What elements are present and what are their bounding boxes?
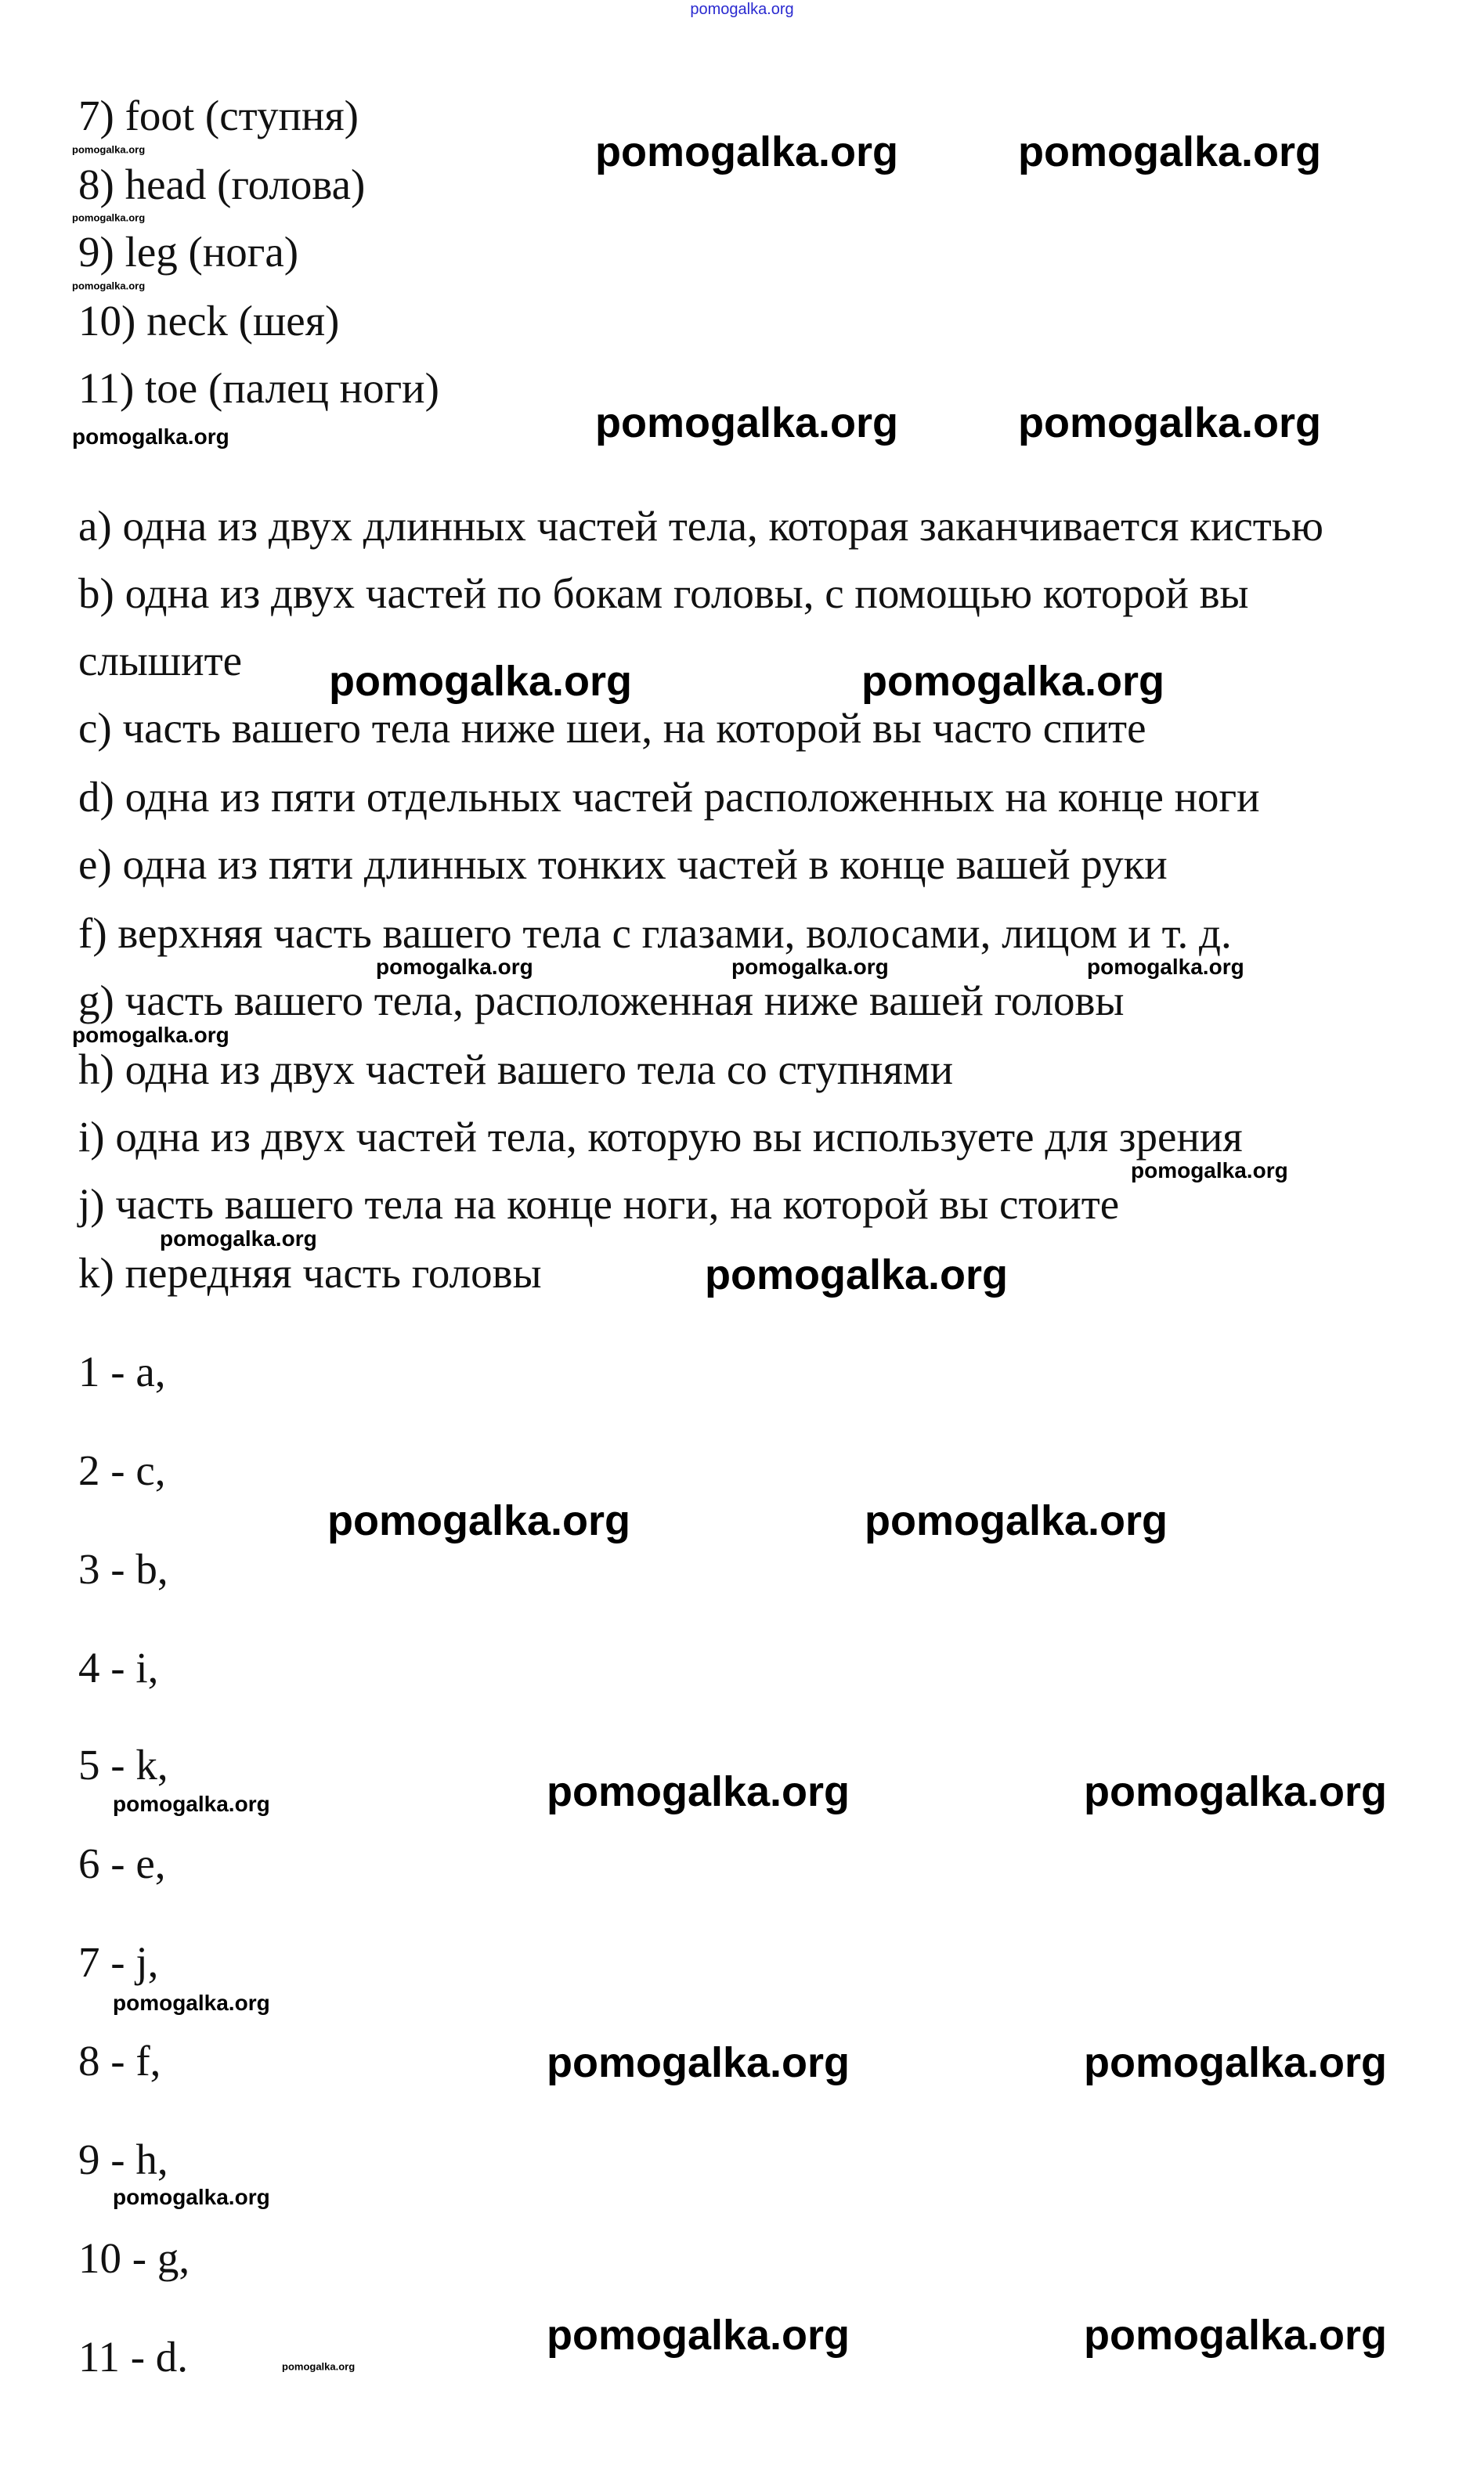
watermark: pomogalka.org xyxy=(595,399,899,446)
answer-item: 3 - b, xyxy=(78,1544,168,1593)
watermark: pomogalka.org xyxy=(595,128,899,175)
watermark: pomogalka.org xyxy=(1131,1158,1288,1182)
answer-item: 4 - i, xyxy=(78,1643,159,1692)
watermark: pomogalka.org xyxy=(1018,399,1322,446)
definition-item: f) верхняя часть вашего тела с глазами, волосами, лицом и т. д. xyxy=(78,908,1232,957)
definition-item: j) часть вашего тела на конце ноги, на которой вы стоите xyxy=(78,1179,1120,1228)
definition-item: слышите xyxy=(78,636,243,684)
watermark: pomogalka.org xyxy=(1018,128,1322,175)
watermark: pomogalka.org xyxy=(329,658,633,705)
word-item: 8) head (голова) xyxy=(78,160,366,208)
definition-item: b) одна из двух частей по бокам головы, с помощью которой вы xyxy=(78,569,1249,617)
watermark: pomogalka.org xyxy=(327,1497,631,1544)
answer-item: 1 - a, xyxy=(78,1347,166,1395)
definition-item: e) одна из пяти длинных тонких частей в конце вашей руки xyxy=(78,839,1168,888)
answer-item: 10 - g, xyxy=(78,2233,190,2282)
answer-item: 2 - c, xyxy=(78,1446,166,1494)
watermark: pomogalka.org xyxy=(72,280,146,292)
watermark: pomogalka.org xyxy=(72,211,146,224)
watermark: pomogalka.org xyxy=(113,2185,270,2209)
watermark: pomogalka.org xyxy=(72,1023,229,1047)
watermark: pomogalka.org xyxy=(547,2312,850,2359)
definition-item: g) часть вашего тела, расположенная ниже вашей головы xyxy=(78,976,1125,1024)
answer-item: 11 - d. xyxy=(78,2332,189,2381)
watermark: pomogalka.org xyxy=(160,1226,317,1251)
answer-item: 7 - j, xyxy=(78,1937,159,1986)
watermark: pomogalka.org xyxy=(72,424,229,449)
definition-item: k) передняя часть головы xyxy=(78,1248,542,1297)
definition-item: h) одна из двух частей вашего тела со ступнями xyxy=(78,1045,954,1093)
watermark: pomogalka.org xyxy=(547,1768,850,1815)
watermark: pomogalka.org xyxy=(1084,2312,1388,2359)
word-item: 9) leg (нога) xyxy=(78,227,299,276)
watermark: pomogalka.org xyxy=(376,955,533,979)
answer-item: 5 - k, xyxy=(78,1740,168,1789)
watermark: pomogalka.org xyxy=(1084,1768,1388,1815)
watermark: pomogalka.org xyxy=(113,1991,270,2015)
watermark: pomogalka.org xyxy=(861,658,1165,705)
answer-item: 8 - f, xyxy=(78,2036,161,2085)
watermark: pomogalka.org xyxy=(865,1497,1168,1544)
answer-item: 6 - e, xyxy=(78,1839,166,1887)
watermark: pomogalka.org xyxy=(282,2360,356,2373)
answer-item: 9 - h, xyxy=(78,2135,168,2183)
watermark: pomogalka.org xyxy=(1087,955,1244,979)
watermark: pomogalka.org xyxy=(705,1251,1009,1298)
watermark: pomogalka.org xyxy=(113,1792,270,1816)
word-item: 11) toe (палец ноги) xyxy=(78,363,439,412)
definition-item: d) одна из пяти отдельных частей расположенных на конце ноги xyxy=(78,772,1260,821)
watermark: pomogalka.org xyxy=(1084,2039,1388,2086)
word-item: 10) neck (шея) xyxy=(78,296,340,345)
watermark: pomogalka.org xyxy=(731,955,889,979)
watermark: pomogalka.org xyxy=(547,2039,850,2086)
definition-item: c) часть вашего тела ниже шеи, на которой вы часто спите xyxy=(78,703,1146,752)
definition-item: i) одна из двух частей тела, которую вы используете для зрения xyxy=(78,1112,1243,1161)
definition-item: a) одна из двух длинных частей тела, которая заканчивается кистью xyxy=(78,501,1324,550)
word-item: 7) foot (ступня) xyxy=(78,91,359,139)
header-watermark-link[interactable]: pomogalka.org xyxy=(690,1,794,18)
watermark: pomogalka.org xyxy=(72,143,146,156)
